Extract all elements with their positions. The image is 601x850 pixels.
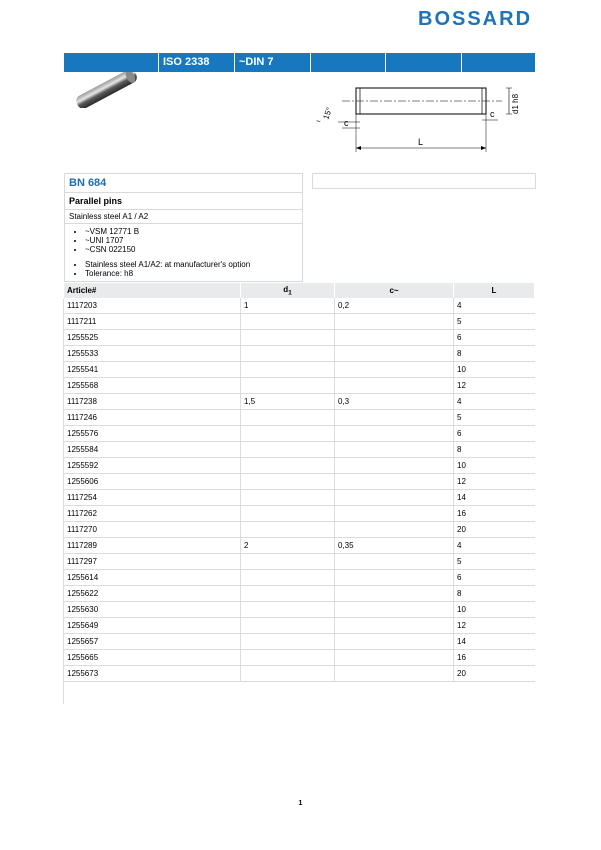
- chamfer-cell: [335, 602, 454, 618]
- table-row: [64, 602, 535, 618]
- chamfer-cell: [335, 506, 454, 522]
- angle-label: 15°: [321, 106, 335, 121]
- table-row: [64, 522, 535, 538]
- article-cell: 1255622: [64, 586, 241, 602]
- chamfer-cell: 0,3: [335, 394, 454, 410]
- length-cell: 8: [454, 586, 535, 602]
- diameter-label: d1 h8: [511, 93, 520, 114]
- table-row: [64, 570, 535, 586]
- length-cell: 20: [454, 522, 535, 538]
- approx-symbol: ~: [316, 117, 321, 126]
- table-left-rule: [63, 299, 64, 704]
- column-header-chamfer: c~: [335, 283, 454, 298]
- table-row: [64, 330, 535, 346]
- table-row: [64, 650, 535, 666]
- article-cell: 1117238: [64, 394, 241, 410]
- diameter-cell: [241, 522, 335, 538]
- diameter-cell: [241, 410, 335, 426]
- diameter-cell: [241, 618, 335, 634]
- table-body: [64, 298, 535, 682]
- length-cell: 20: [454, 666, 535, 682]
- article-cell: 1255606: [64, 474, 241, 490]
- chamfer-cell: [335, 330, 454, 346]
- table-row: [64, 666, 535, 682]
- length-cell: 10: [454, 362, 535, 378]
- article-cell: 1255614: [64, 570, 241, 586]
- article-cell: 1255649: [64, 618, 241, 634]
- diameter-cell: 1,5: [241, 394, 335, 410]
- chamfer-cell: [335, 650, 454, 666]
- list-item: • ~CSN 022150: [85, 245, 298, 254]
- chamfer-cell: [335, 570, 454, 586]
- product-details: [65, 224, 302, 281]
- notes-list: [69, 259, 298, 279]
- chamfer-c-right: c: [490, 109, 495, 119]
- table-row: [64, 474, 535, 490]
- diameter-cell: [241, 330, 335, 346]
- chamfer-cell: [335, 410, 454, 426]
- article-cell: 1255657: [64, 634, 241, 650]
- standard-cell-empty: [461, 53, 535, 72]
- page-number: 1: [298, 800, 303, 807]
- diameter-cell: [241, 554, 335, 570]
- diameter-cell: [241, 506, 335, 522]
- length-cell: 8: [454, 346, 535, 362]
- list-item: • ~VSM 12771 B: [85, 227, 298, 236]
- article-cell: 1255584: [64, 442, 241, 458]
- chamfer-cell: [335, 634, 454, 650]
- chamfer-cell: [335, 362, 454, 378]
- table-row: [64, 298, 535, 314]
- chamfer-cell: [335, 586, 454, 602]
- diameter-cell: [241, 426, 335, 442]
- table-row: [64, 346, 535, 362]
- table-row: [64, 634, 535, 650]
- length-cell: 10: [454, 602, 535, 618]
- diameter-subscript: 1: [288, 289, 292, 297]
- column-header-article: Article#: [64, 283, 241, 298]
- length-cell: 12: [454, 378, 535, 394]
- table-row: [64, 410, 535, 426]
- list-item: • Tolerance: h8: [85, 269, 298, 278]
- length-cell: 16: [454, 650, 535, 666]
- diameter-cell: 2: [241, 538, 335, 554]
- table-row: [64, 490, 535, 506]
- article-cell: 1255665: [64, 650, 241, 666]
- diameter-cell: [241, 458, 335, 474]
- table-row: [64, 506, 535, 522]
- table-row: [64, 618, 535, 634]
- chamfer-cell: [335, 346, 454, 362]
- diameter-cell: [241, 362, 335, 378]
- length-cell: 5: [454, 554, 535, 570]
- length-cell: 14: [454, 634, 535, 650]
- table-row: [64, 314, 535, 330]
- article-cell: 1255533: [64, 346, 241, 362]
- table-row: [64, 442, 535, 458]
- diameter-cell: [241, 602, 335, 618]
- article-cell: 1117289: [64, 538, 241, 554]
- table-header-row: [64, 283, 535, 298]
- standard-din: ~DIN 7: [234, 53, 310, 72]
- product-name: Parallel pins: [65, 193, 302, 210]
- specification-table: [64, 283, 535, 682]
- length-cell: 4: [454, 538, 535, 554]
- chamfer-cell: [335, 474, 454, 490]
- article-cell: 1255541: [64, 362, 241, 378]
- length-cell: 6: [454, 570, 535, 586]
- diameter-cell: [241, 634, 335, 650]
- standard-iso: ISO 2338: [158, 53, 234, 72]
- diameter-cell: [241, 314, 335, 330]
- length-cell: 10: [454, 458, 535, 474]
- article-cell: 1117262: [64, 506, 241, 522]
- diameter-cell: [241, 650, 335, 666]
- length-cell: 8: [454, 442, 535, 458]
- article-cell: 1255576: [64, 426, 241, 442]
- article-cell: 1255592: [64, 458, 241, 474]
- article-cell: 1117270: [64, 522, 241, 538]
- length-cell: 4: [454, 298, 535, 314]
- diameter-cell: [241, 378, 335, 394]
- chamfer-cell: 0,2: [335, 298, 454, 314]
- equivalents-list: [69, 226, 298, 255]
- chamfer-cell: [335, 554, 454, 570]
- diameter-cell: [241, 474, 335, 490]
- standards-bar: [64, 53, 535, 72]
- table-row: [64, 378, 535, 394]
- length-cell: 16: [454, 506, 535, 522]
- table-row: [64, 586, 535, 602]
- table-row: [64, 554, 535, 570]
- chamfer-cell: 0,35: [335, 538, 454, 554]
- chamfer-cell: [335, 522, 454, 538]
- diameter-cell: [241, 586, 335, 602]
- article-cell: 1117246: [64, 410, 241, 426]
- diameter-cell: 1: [241, 298, 335, 314]
- length-cell: 12: [454, 618, 535, 634]
- article-cell: 1117211: [64, 314, 241, 330]
- list-item: • Stainless steel A1/A2: at manufacturer's option: [85, 260, 298, 269]
- table-row: [64, 538, 535, 554]
- article-cell: 1117203: [64, 298, 241, 314]
- pin-photo: [72, 72, 142, 108]
- table-row: [64, 458, 535, 474]
- diameter-cell: [241, 490, 335, 506]
- column-header-diameter: [241, 283, 335, 298]
- chamfer-cell: [335, 314, 454, 330]
- table-row: [64, 426, 535, 442]
- article-cell: 1117297: [64, 554, 241, 570]
- article-cell: 1255525: [64, 330, 241, 346]
- product-code: BN 684: [65, 174, 302, 193]
- standard-cell-blank: [64, 53, 158, 72]
- chamfer-cell: [335, 490, 454, 506]
- chamfer-cell: [335, 378, 454, 394]
- list-item: • ~UNI 1707: [85, 236, 298, 245]
- length-cell: 4: [454, 394, 535, 410]
- chamfer-c-left: c: [344, 118, 349, 128]
- diameter-cell: [241, 666, 335, 682]
- length-cell: 5: [454, 410, 535, 426]
- product-material: Stainless steel A1 / A2: [65, 210, 302, 224]
- standard-cell-empty: [310, 53, 385, 72]
- article-cell: 1255673: [64, 666, 241, 682]
- length-cell: 5: [454, 314, 535, 330]
- length-cell: 12: [454, 474, 535, 490]
- article-cell: 1255568: [64, 378, 241, 394]
- chamfer-cell: [335, 426, 454, 442]
- diameter-header-text: d: [283, 284, 289, 294]
- diameter-cell: [241, 442, 335, 458]
- chamfer-cell: [335, 442, 454, 458]
- bossard-logo: BOSSARD: [418, 8, 533, 30]
- product-info-box: [64, 173, 303, 282]
- column-header-length: L: [454, 283, 535, 298]
- chamfer-cell: [335, 618, 454, 634]
- chamfer-cell: [335, 666, 454, 682]
- table-row: [64, 394, 535, 410]
- chamfer-cell: [335, 458, 454, 474]
- diameter-cell: [241, 346, 335, 362]
- length-cell: 6: [454, 426, 535, 442]
- article-cell: 1255630: [64, 602, 241, 618]
- length-cell: 6: [454, 330, 535, 346]
- article-cell: 1117254: [64, 490, 241, 506]
- diameter-cell: [241, 570, 335, 586]
- length-cell: 14: [454, 490, 535, 506]
- standard-cell-empty: [385, 53, 461, 72]
- length-label: L: [418, 137, 424, 147]
- empty-side-box: [312, 173, 536, 189]
- table-row: [64, 362, 535, 378]
- technical-drawing: [312, 80, 534, 160]
